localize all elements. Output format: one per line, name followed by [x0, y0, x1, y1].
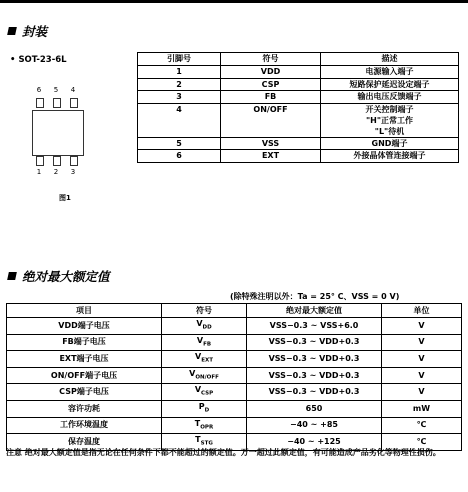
symbol-subscript: D	[204, 407, 210, 414]
table-row	[7, 367, 462, 384]
column-header: 符号	[221, 53, 321, 66]
description-line: GND端子	[371, 138, 408, 148]
pin-lead	[53, 98, 61, 108]
unit-cell: V	[382, 351, 462, 368]
symbol-cell	[162, 334, 247, 351]
item-cell: FB端子电压	[7, 334, 162, 351]
column-header: 符号	[162, 304, 247, 318]
bullet-dot-icon: •	[10, 55, 16, 65]
item-cell: ON/OFF端子电压	[7, 367, 162, 384]
pin-description-cell	[321, 66, 459, 79]
section-title: 绝对最大额定值	[22, 269, 110, 284]
item-cell: EXT端子电压	[7, 351, 162, 368]
pin-number-cell: 6	[138, 150, 221, 163]
pin-number: 6	[36, 86, 42, 94]
table-row	[7, 334, 462, 351]
pin-number-cell: 1	[138, 66, 221, 79]
table-row	[7, 384, 462, 401]
description-line: "L"待机	[374, 126, 405, 136]
pin-description-table	[137, 52, 459, 163]
unit-cell: ℃	[382, 434, 462, 451]
symbol-subscript: STG	[200, 440, 213, 447]
symbol-cell	[162, 318, 247, 335]
unit-cell: ℃	[382, 417, 462, 434]
rating-value-cell: VSS−0.3 ~ VDD+0.3	[247, 384, 382, 401]
rating-value-cell: VSS−0.3 ~ VDD+0.3	[247, 351, 382, 368]
column-header: 引脚号	[138, 53, 221, 66]
description-line: 输出电压反馈端子	[357, 92, 422, 102]
pin-symbol-cell: VSS	[221, 137, 321, 150]
description-line: 电源输入端子	[365, 67, 414, 77]
section-heading-abs-max	[8, 267, 110, 285]
unit-cell: V	[382, 384, 462, 401]
pin-number-cell: 2	[138, 78, 221, 91]
symbol-subscript: OPR	[200, 424, 214, 431]
package-body	[32, 110, 84, 156]
table-row	[7, 417, 462, 434]
absolute-max-ratings-table	[6, 303, 462, 451]
pin-lead	[36, 156, 44, 166]
top-rule	[0, 0, 468, 3]
symbol-letter: P	[198, 401, 205, 411]
pin-symbol-cell: CSP	[221, 78, 321, 91]
section-title: 封装	[22, 24, 48, 39]
symbol-subscript: CSP	[201, 390, 214, 397]
unit-cell: V	[382, 318, 462, 335]
description-line: "H"正常工作	[365, 115, 414, 125]
symbol-cell	[162, 400, 247, 417]
symbol-subscript: DD	[202, 324, 212, 331]
table-row	[7, 400, 462, 417]
table-row	[138, 137, 459, 150]
pin-description-cell	[321, 103, 459, 137]
unit-cell: mW	[382, 400, 462, 417]
column-header: 项目	[7, 304, 162, 318]
unit-cell: V	[382, 334, 462, 351]
pin-number: 1	[36, 168, 42, 176]
symbol-subscript: ON/OFF	[195, 374, 219, 381]
column-header: 单位	[382, 304, 462, 318]
figure-caption: 图1	[59, 194, 71, 202]
pin-lead	[36, 98, 44, 108]
pin-lead	[70, 156, 78, 166]
package-diagram	[28, 82, 108, 190]
item-cell: 保存温度	[7, 434, 162, 451]
symbol-letter: V	[189, 368, 196, 378]
pin-number-cell: 4	[138, 103, 221, 137]
table-row	[138, 78, 459, 91]
pin-number: 5	[53, 86, 59, 94]
description-line: 开关控制端子	[365, 104, 414, 114]
caution-note: 注意 绝对最大额定值是指无论在任何条件下都不能超过的额定值。万一超过此额定值，有可能造成产品劣化等物理性损伤。	[6, 448, 441, 457]
square-bullet-icon	[7, 272, 17, 280]
rating-value-cell: −40 ~ +85	[247, 417, 382, 434]
table-row	[7, 351, 462, 368]
pin-number: 2	[53, 168, 59, 176]
pin-symbol-cell: EXT	[221, 150, 321, 163]
unit-cell: V	[382, 367, 462, 384]
rating-value-cell: VSS−0.3 ~ VDD+0.3	[247, 367, 382, 384]
symbol-letter: V	[196, 319, 203, 328]
item-cell: VDD端子电压	[7, 318, 162, 335]
rating-value-cell: VSS−0.3 ~ VDD+0.3	[247, 334, 382, 351]
rating-value-cell: VSS−0.3 ~ VSS+6.0	[247, 318, 382, 335]
pin-description-cell	[321, 137, 459, 150]
symbol-letter: T	[195, 435, 201, 445]
rating-value-cell: 650	[247, 400, 382, 417]
table-row	[138, 91, 459, 104]
pin-number: 4	[70, 86, 76, 94]
symbol-letter: V	[194, 385, 202, 395]
symbol-letter: V	[195, 352, 202, 362]
pin-symbol-cell: VDD	[221, 66, 321, 79]
table-row	[138, 150, 459, 163]
symbol-subscript: EXT	[201, 357, 213, 364]
symbol-letter: T	[194, 418, 201, 428]
section-heading-package	[8, 22, 47, 40]
symbol-cell	[162, 367, 247, 384]
table-header-row	[7, 304, 462, 318]
table-row	[7, 318, 462, 335]
package-name: • SOT-23-6L	[10, 55, 67, 65]
pin-number-cell: 3	[138, 91, 221, 104]
table-row	[138, 103, 459, 137]
item-cell: 工作环境温度	[7, 417, 162, 434]
column-header: 绝对最大额定值	[247, 304, 382, 318]
symbol-cell	[162, 384, 247, 401]
symbol-subscript: FB	[203, 341, 212, 348]
symbol-letter: V	[196, 335, 204, 345]
pin-number-cell: 5	[138, 137, 221, 150]
symbol-cell	[162, 351, 247, 368]
description-line: 外接晶体管连接端子	[353, 151, 426, 161]
pin-description-cell	[321, 150, 459, 163]
pin-number: 3	[70, 168, 76, 176]
pin-symbol-cell: ON/OFF	[221, 103, 321, 137]
rating-value-cell: −40 ~ +125	[247, 434, 382, 451]
condition-note: (除特殊注明以外：Ta = 25° C、VSS = 0 V)	[230, 292, 400, 301]
symbol-cell	[162, 417, 247, 434]
pin-description-cell	[321, 78, 459, 91]
pin-lead	[53, 156, 61, 166]
item-cell: 容许功耗	[7, 400, 162, 417]
square-bullet-icon	[7, 27, 17, 35]
description-line: 短路保护延迟设定端子	[349, 79, 430, 89]
pin-symbol-cell: FB	[221, 91, 321, 104]
pin-description-cell	[321, 91, 459, 104]
column-header: 描述	[321, 53, 459, 66]
pin-lead	[70, 98, 78, 108]
table-row	[138, 66, 459, 79]
table-header-row	[138, 53, 459, 66]
item-cell: CSP端子电压	[7, 384, 162, 401]
